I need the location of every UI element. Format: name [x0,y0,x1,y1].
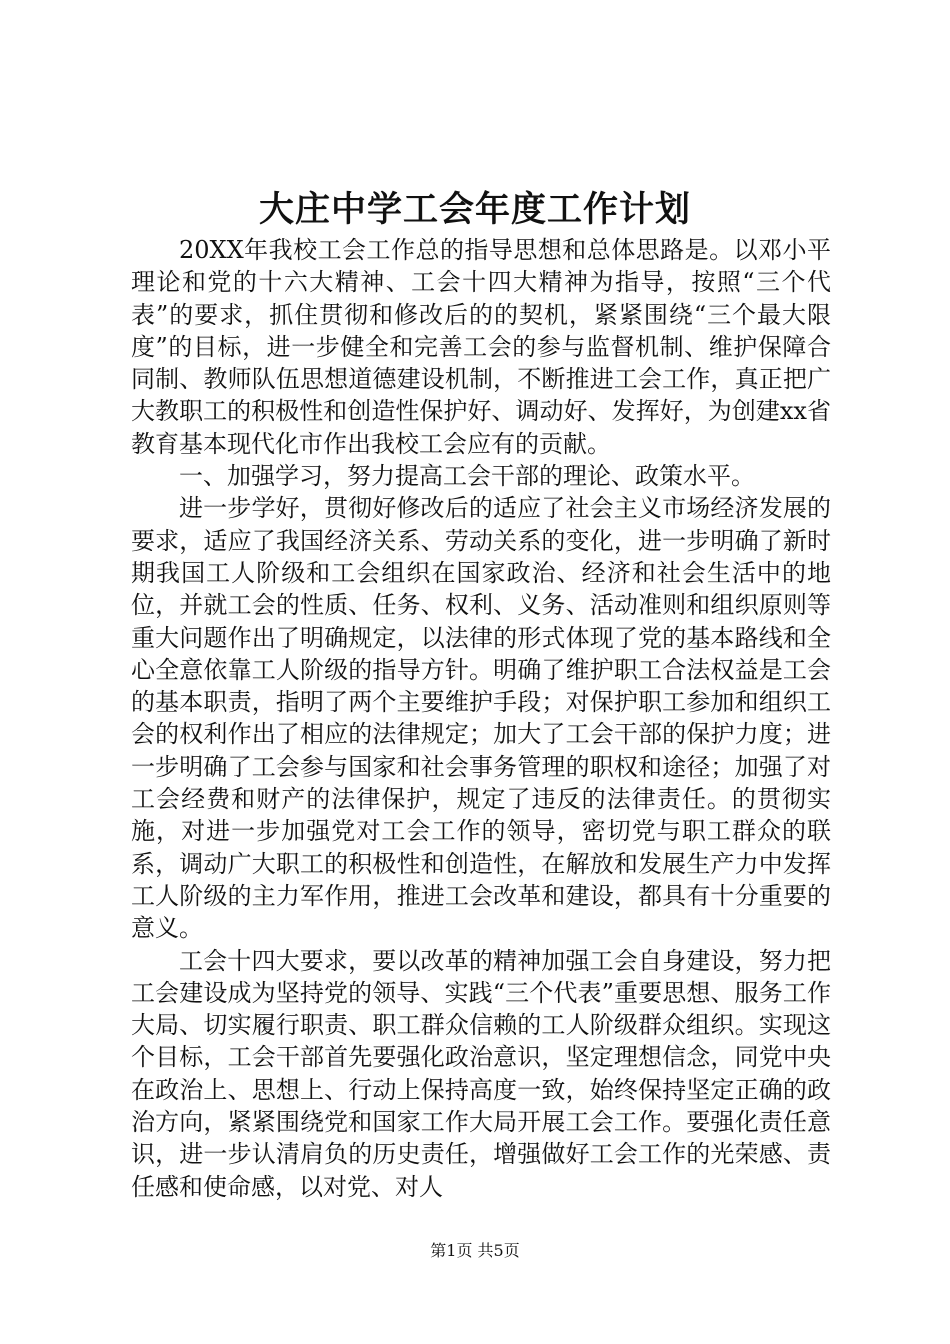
paragraph-study: 进一步学好，贯彻好修改后的适应了社会主义市场经济发展的要求，适应了我国经济关系、劳动关系的变化，进一步明确了新时期我国工人阶级和工会组织在国家政治、经济和社会生活中的地位，并就工会的性质、任务、权利、义务、活动准则和组织原则等重大问题作出了明确规定，以法律的形式体现了党的基本路线和全心全意依靠工人阶级的指导方针。明确了维护职工合法权益是工会的基本职责，指明了两个主要维护手段；对保护职工参加和组织工会的权利作出了相应的法律规定；加大了工会干部的保护力度；进一步明确了工会参与国家和社会事务管理的职权和途径；加强了对工会经费和财产的法律保护，规定了违反的法律责任。的贯彻实施，对进一步加强党对工会工作的领导，密切党与职工群众的联系，调动广大职工的积极性和创造性，在解放和发展生产力中发挥工人阶级的主力军作用，推进工会改革和建设，都具有十分重要的意义。 [131,494,831,943]
page-total: 共5页 [477,1241,520,1260]
document-body [131,234,831,1203]
page-number: 第1页 [430,1241,473,1260]
paragraph-congress: 工会十四大要求，要以改革的精神加强工会自身建设，努力把工会建设成为坚持党的领导、实践“三个代表”重要思想、服务工作大局、切实履行职责、职工群众信赖的工人阶级群众组织。实现这个目标，工会干部首先要强化政治意识，坚定理想信念，同党中央在政治上、思想上、行动上保持高度一致，始终保持坚定正确的政治方向，紧紧围绕党和国家工作大局开展工会工作。要强化责任意识，进一步认清肩负的历史责任，增强做好工会工作的光荣感、责任感和使命感，以对党、对人 [131,946,831,1201]
document-title: 大庄中学工会年度工作计划 [258,189,691,230]
page-footer [0,1240,950,1262]
paragraph-intro: 20XX年我校工会工作总的指导思想和总体思路是。以邓小平理论和党的十六大精神、工会十四大精神为指导，按照“三个代表”的要求，抓住贯彻和修改后的的契机，紧紧围绕“三个最大限度”的目标，进一步健全和完善工会的参与监督机制、维护保障合同制、教师队伍思想道德建设机制，不断推进工会工作，真正把广大教职工的积极性和创造性保护好、调动好、发挥好，为创建xx省教育基本现代化市作出我校工会应有的贡献。 [131,236,831,458]
section-heading-1: 一、加强学习，努力提高工会干部的理论、政策水平。 [179,462,755,491]
